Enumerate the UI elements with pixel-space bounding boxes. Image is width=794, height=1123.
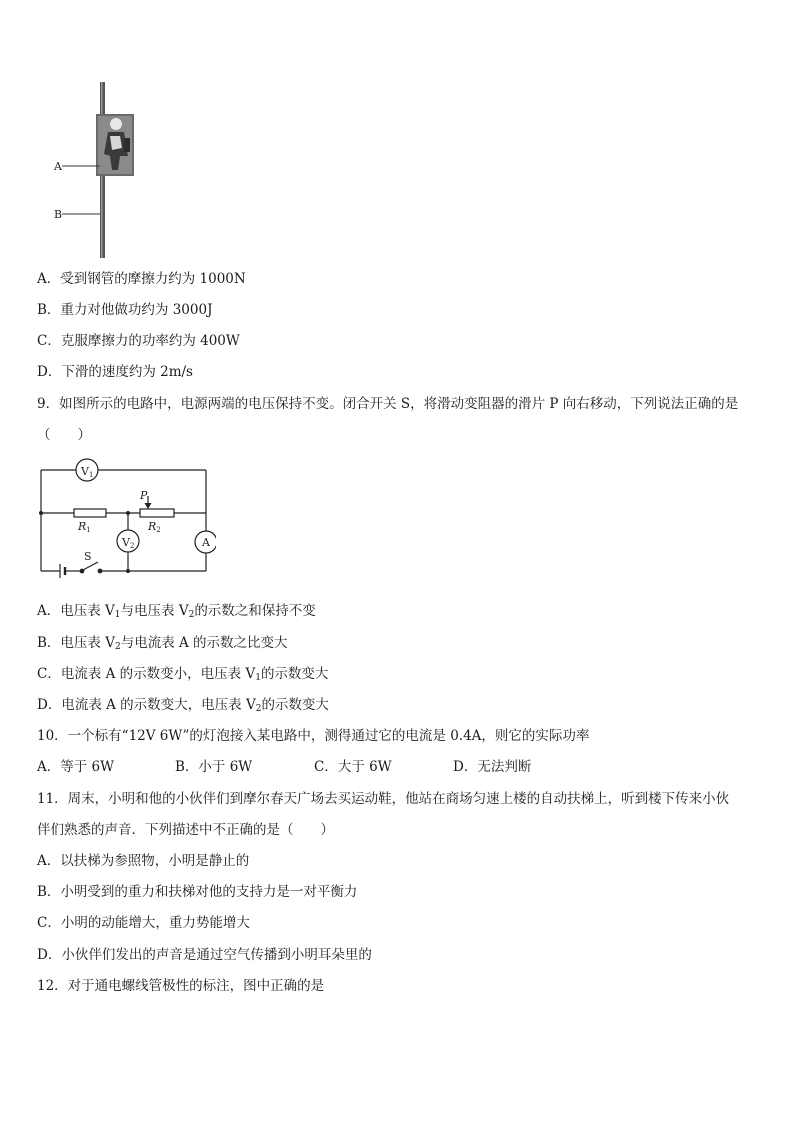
q8-option-d: D．下滑的速度约为 2m/s	[37, 364, 193, 380]
q9-option-d: D．电流表 A 的示数变大，电压表 $V_2$的示数变大	[37, 697, 329, 714]
q11-option-a: A．以扶梯为参照物，小明是静止的	[37, 853, 250, 869]
label-a: A	[54, 160, 62, 173]
q10-option-c: C．大于 6W	[314, 759, 392, 775]
r1-label: R1	[78, 520, 91, 534]
label-b: B	[54, 208, 63, 221]
circuit-diagram	[36, 456, 216, 580]
q11-option-b: B．小明受到的重力和扶梯对他的支持力是一对平衡力	[37, 884, 358, 900]
q12-stem: 12．对于通电螺线管极性的标注，图中正确的是	[37, 978, 325, 994]
q10-option-b: B．小于 6W	[175, 759, 253, 775]
q11-option-c: C．小明的动能增大，重力势能增大	[37, 915, 250, 931]
v1-label: V1	[81, 465, 94, 479]
pole-figure	[50, 78, 160, 260]
person-photo	[96, 114, 134, 176]
q9-option-b: B．电压表 $V_2$与电流表 A 的示数之比变大	[37, 635, 288, 652]
slider-p-label: P	[140, 489, 148, 502]
switch-s	[83, 562, 98, 570]
v2-label: V2	[122, 536, 135, 550]
q11-stem-line1: 11．周末，小明和他的小伙伴们到摩尔春天广场去买运动鞋，他站在商场匀速上楼的自动扶梯上，听到楼下传来小伙	[37, 791, 730, 807]
q8-option-a: A．受到钢管的摩擦力约为 1000N	[37, 271, 246, 287]
q9-option-a: A．电压表 $V_1$与电压表 $V_2$的示数之和保持不变	[37, 603, 316, 620]
resistor-r1	[74, 509, 106, 517]
q11-option-d: D．小伙伴们发出的声音是通过空气传播到小明耳朵里的	[37, 947, 372, 963]
r2-label: R2	[148, 520, 161, 534]
q8-option-b: B．重力对他做功约为 3000J	[37, 302, 213, 318]
q9-stem-line2: （ ）	[37, 427, 91, 443]
q10-stem: 10．一个标有“12V 6W”的灯泡接入某电路中，测得通过它的电流是 0.4A，则它的实际功率	[37, 728, 590, 744]
ammeter-label: A	[202, 536, 210, 549]
switch-label: S	[84, 550, 92, 563]
q11-stem-line2: 伴们熟悉的声音．下列描述中不正确的是（ ）	[37, 822, 334, 838]
q9-stem-line1: 9．如图所示的电路中，电源两端的电压保持不变。闭合开关 S，将滑动变阻器的滑片 P 向右移动，下列说法正确的是	[37, 396, 739, 412]
q9-option-c: C．电流表 A 的示数变小，电压表 $V_1$的示数变大	[37, 666, 329, 683]
q8-option-c: C．克服摩擦力的功率约为 400W	[37, 333, 240, 349]
q10-option-d: D．无法判断	[453, 759, 532, 775]
q10-option-a: A．等于 6W	[37, 759, 115, 775]
q10-options	[37, 758, 557, 776]
rheostat-r2	[140, 509, 174, 517]
